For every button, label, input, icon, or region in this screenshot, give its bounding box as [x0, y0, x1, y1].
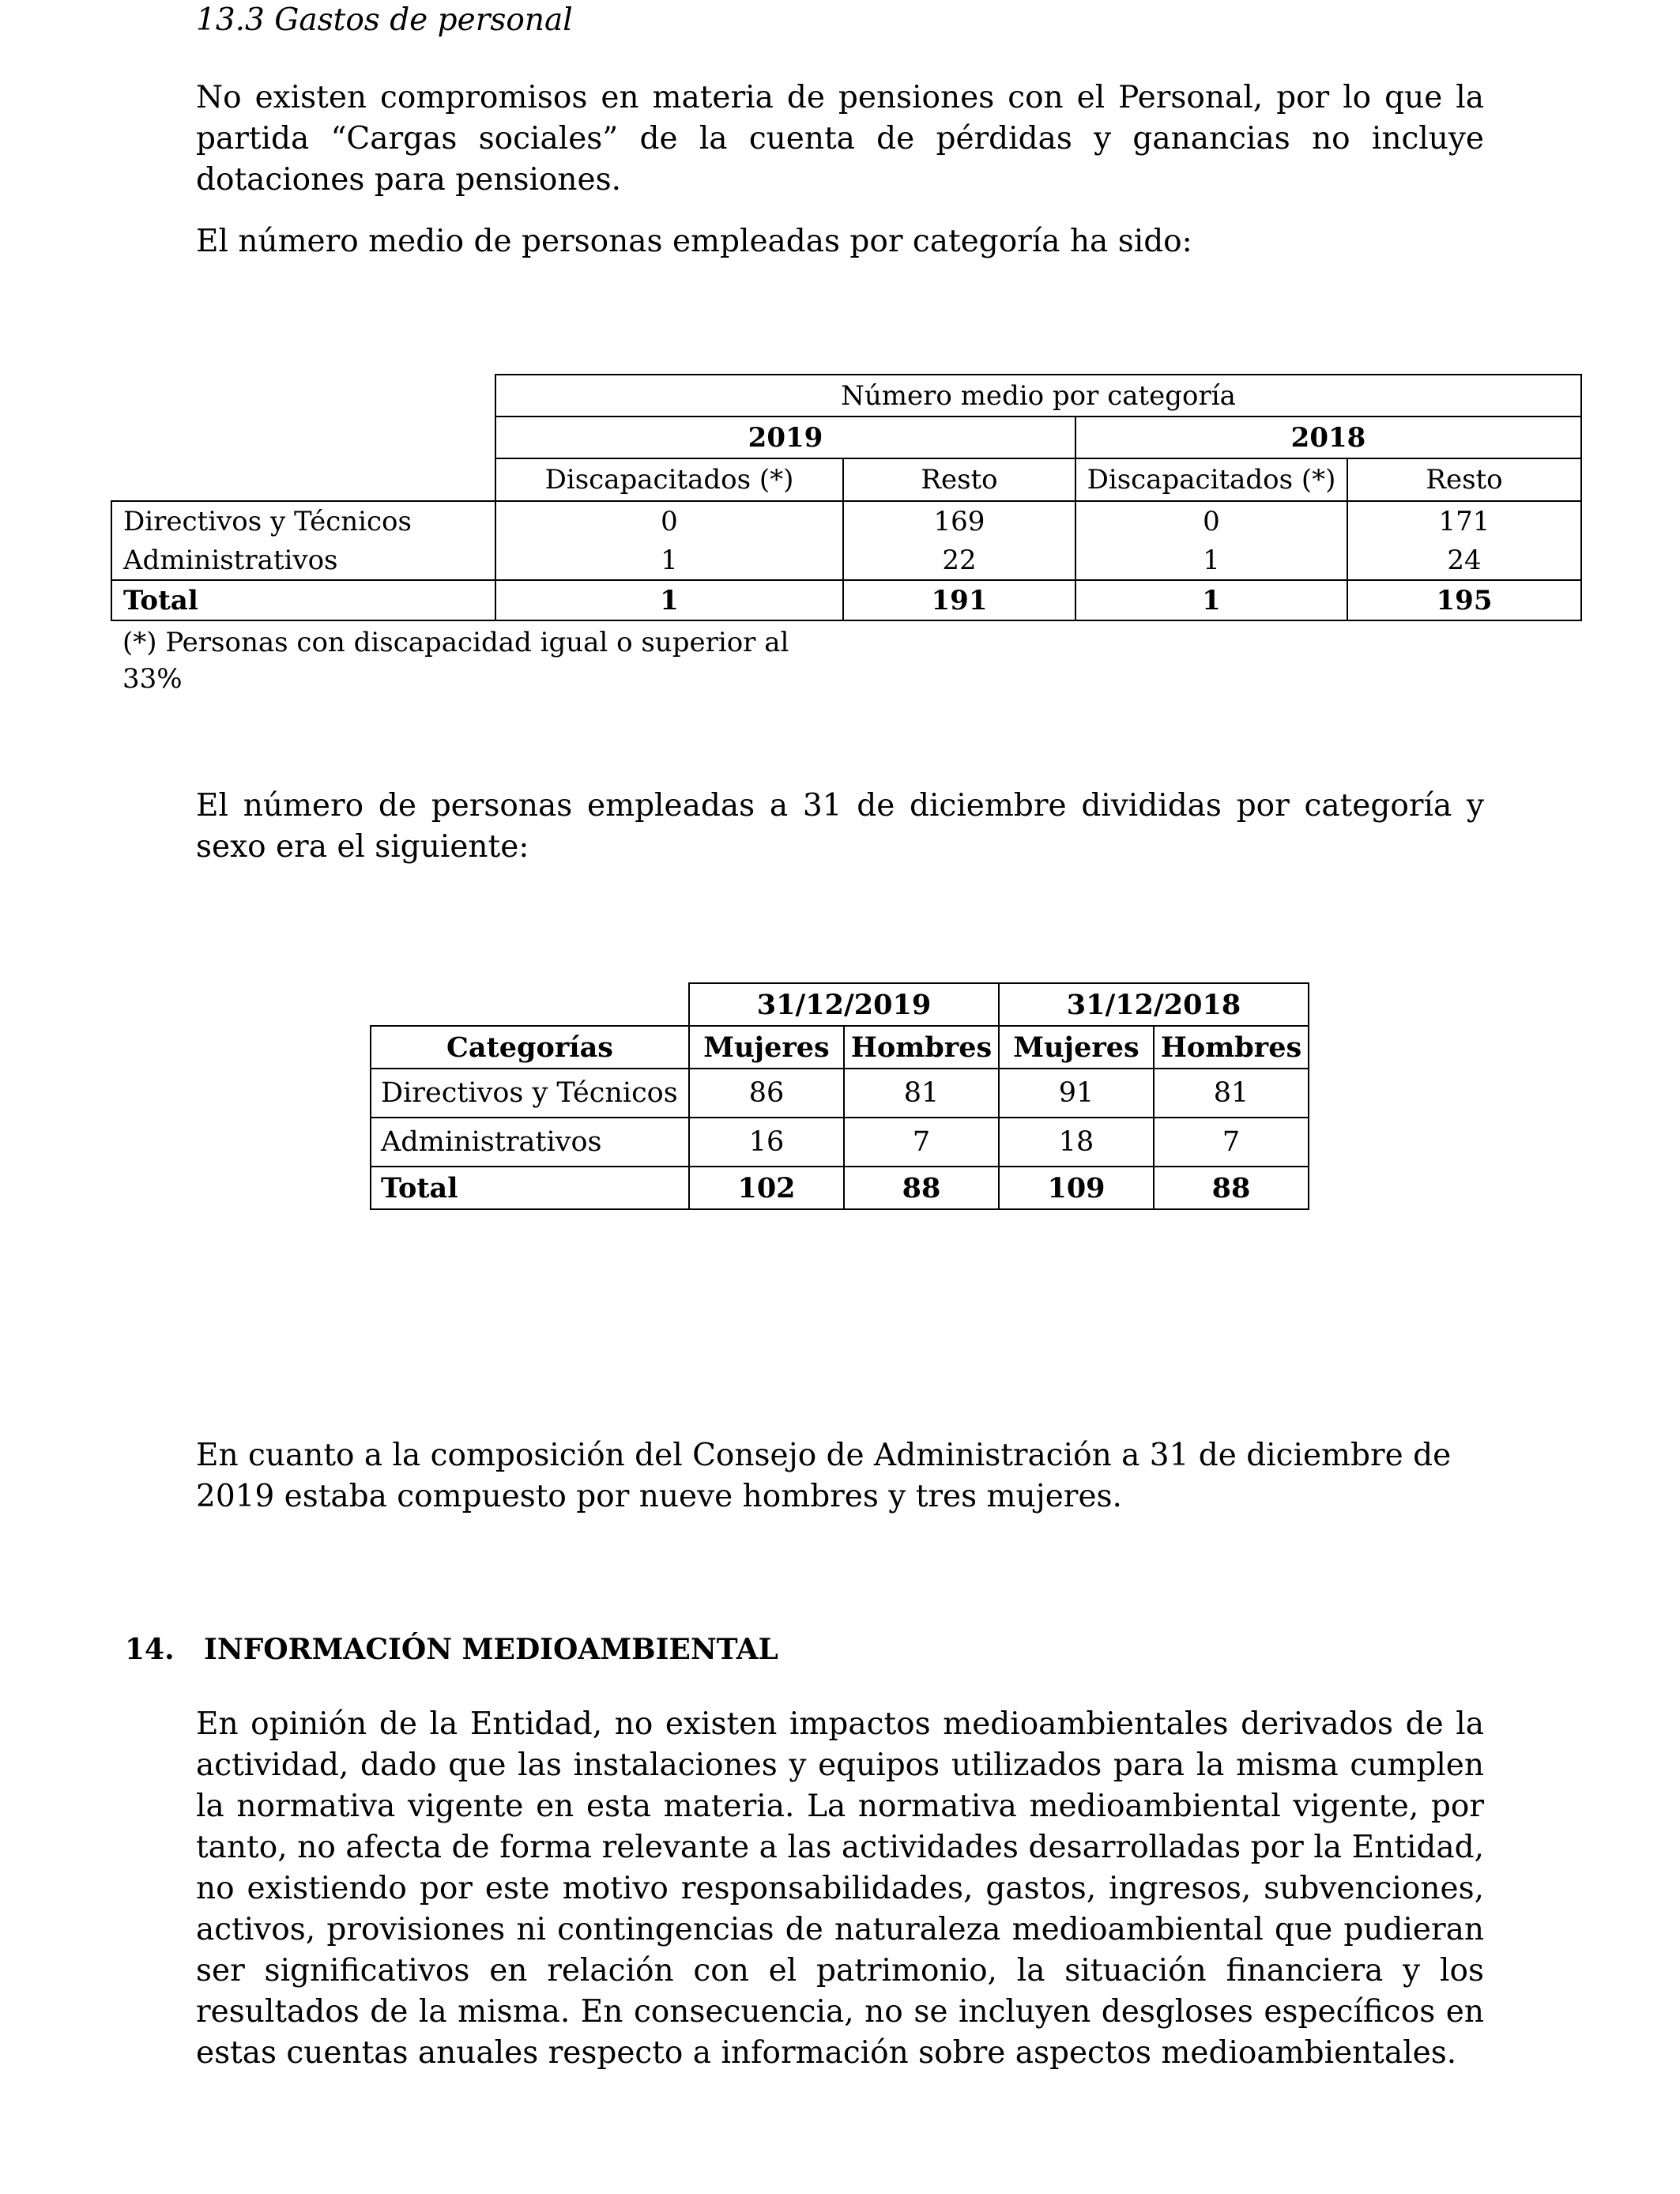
total-value: 88 [844, 1167, 999, 1209]
col-resto-2019: Resto [843, 458, 1075, 501]
cell-value: 86 [689, 1069, 844, 1118]
empty-cell [371, 983, 689, 1026]
cell-value: 171 [1347, 501, 1581, 541]
table-total-row [371, 1167, 1309, 1209]
table-note-row [111, 620, 1581, 697]
paragraph-board-composition: En cuanto a la composición del Consejo de Administración a 31 de diciembre de 2019 estaba compuesto por nueve hombres y tres mujeres. [196, 1438, 1452, 1514]
cell-value: 7 [1154, 1118, 1309, 1167]
empty-cell [111, 458, 495, 501]
cell-value: 0 [495, 501, 843, 541]
paragraph-pensions: No existen compromisos en materia de pensiones con el Personal, por lo que la partida “Cargas sociales” de la cuenta de pérdidas y ganancias no incluye dotaciones para pensiones. [196, 80, 1484, 198]
cell-value: 0 [1075, 501, 1347, 541]
total-value: 109 [999, 1167, 1154, 1209]
col-disc-2019: Discapacitados (*) [495, 458, 843, 501]
average-employees-table [111, 374, 1582, 697]
empty-cell [111, 417, 495, 458]
row-label: Administrativos [371, 1118, 689, 1167]
col-mujeres-2018: Mujeres [999, 1026, 1154, 1069]
table-date-row [371, 983, 1309, 1026]
table-header-row [111, 375, 1581, 417]
col-hombres-2019: Hombres [844, 1026, 999, 1069]
cell-value: 1 [495, 541, 843, 580]
date-2019: 31/12/2019 [689, 983, 999, 1026]
section-title: 13.3 Gastos de personal [196, 2, 573, 38]
table-total-row [111, 580, 1581, 620]
col-resto-2018: Resto [1347, 458, 1581, 501]
table-subheader-row [111, 458, 1581, 501]
table-header-row [371, 1026, 1309, 1069]
year-2019: 2019 [495, 417, 1075, 458]
table-row [111, 501, 1581, 541]
year-2018: 2018 [1075, 417, 1581, 458]
total-value: 88 [1154, 1167, 1309, 1209]
cell-value: 169 [843, 501, 1075, 541]
empty-cell [111, 375, 495, 417]
employees-by-sex-table [370, 982, 1309, 1210]
total-label: Total [371, 1167, 689, 1209]
table-row [371, 1118, 1309, 1167]
table-footnote: (*) Personas con discapacidad igual o superior al 33% [122, 627, 789, 695]
cell-value: 91 [999, 1069, 1154, 1118]
cell-value: 22 [843, 541, 1075, 580]
cell-value: 1 [1075, 541, 1347, 580]
section-heading [125, 1630, 778, 1668]
paragraph-average-employees: El número medio de personas empleadas por categoría ha sido: [196, 224, 1192, 259]
table-year-row [111, 417, 1581, 458]
section-number: 14. [125, 1633, 175, 1666]
total-value: 195 [1347, 580, 1581, 620]
date-2018: 31/12/2018 [999, 983, 1309, 1026]
cell-value: 7 [844, 1118, 999, 1167]
table-row [371, 1069, 1309, 1118]
total-label: Total [111, 580, 495, 620]
col-disc-2018: Discapacitados (*) [1075, 458, 1347, 501]
table-header-main: Número medio por categoría [495, 375, 1581, 417]
paragraph-environmental: En opinión de la Entidad, no existen impactos medioambientales derivados de la actividad, dado que las instalaciones y equipos utilizados para la misma cumplen la normativa vigente en esta materia. La normativa medioambiental vigente, por tanto, no afecta de forma relevante a las actividades desarrolladas por la Entidad, no existiendo por este motivo responsabilidades, gastos, ingresos, subvenciones, activos, provisiones ni contingencias de naturaleza medioambiental que pudieran ser significativos en relación con el patrimonio, la situación financiera y los resultados de la misma. En consecuencia, no se incluyen desgloses específicos en estas cuentas anuales respecto a información sobre aspectos medioambientales. [196, 1706, 1484, 2071]
row-label: Administrativos [111, 541, 495, 580]
total-value: 1 [1075, 580, 1347, 620]
cell-value: 16 [689, 1118, 844, 1167]
cell-value: 81 [1154, 1069, 1309, 1118]
paragraph-employees-by-sex: El número de personas empleadas a 31 de diciembre divididas por categoría y sexo era el siguiente: [196, 788, 1484, 865]
row-label: Directivos y Técnicos [111, 501, 495, 541]
col-hombres-2018: Hombres [1154, 1026, 1309, 1069]
total-value: 102 [689, 1167, 844, 1209]
col-mujeres-2019: Mujeres [689, 1026, 844, 1069]
cell-value: 18 [999, 1118, 1154, 1167]
cell-value: 24 [1347, 541, 1581, 580]
total-value: 191 [843, 580, 1075, 620]
cell-value: 81 [844, 1069, 999, 1118]
total-value: 1 [495, 580, 843, 620]
section-heading-title: INFORMACIÓN MEDIOAMBIENTAL [204, 1633, 778, 1666]
col-categorias: Categorías [371, 1026, 689, 1069]
row-label: Directivos y Técnicos [371, 1069, 689, 1118]
table-row [111, 541, 1581, 580]
